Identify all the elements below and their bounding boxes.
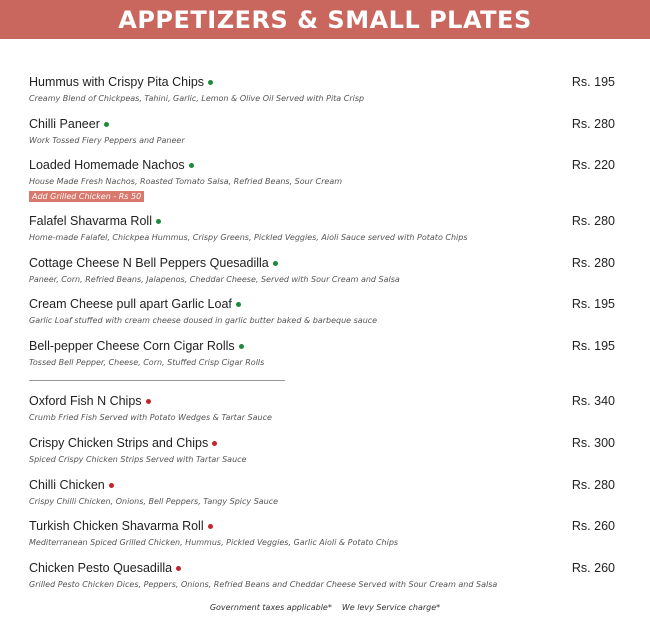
item-description: Spiced Crispy Chicken Strips Served with Tartar Sauce — [29, 455, 247, 464]
menu-item — [29, 561, 619, 589]
menu-item — [29, 519, 619, 547]
service-charge-note: We levy Service charge* — [341, 603, 441, 612]
taxes-note: Government taxes applicable* — [209, 603, 332, 612]
veg-dot-icon — [208, 80, 213, 85]
veg-dot-icon — [273, 261, 278, 266]
item-name: Falafel Shavarma Roll — [29, 214, 152, 228]
menu-item — [29, 256, 619, 284]
item-price: Rs. 195 — [571, 75, 615, 89]
item-price: Rs. 280 — [571, 117, 615, 131]
section-divider — [29, 380, 285, 381]
item-description: Garlic Loaf stuffed with cream cheese doused in garlic butter baked & barbeque sauce — [29, 316, 378, 325]
item-name: Loaded Homemade Nachos — [29, 158, 185, 172]
veg-dot-icon — [189, 163, 194, 168]
veg-dot-icon — [236, 302, 241, 307]
nonveg-dot-icon — [176, 566, 181, 571]
item-name: Chilli Paneer — [29, 117, 100, 131]
item-description: Crumb Fried Fish Served with Potato Wedges & Tartar Sauce — [29, 413, 272, 422]
item-name: Turkish Chicken Shavarma Roll — [29, 519, 204, 533]
item-price: Rs. 280 — [571, 478, 615, 492]
item-description: Mediterranean Spiced Grilled Chicken, Hummus, Pickled Veggies, Garlic Aioli & Potato Chips — [29, 538, 399, 547]
page-title: APPETIZERS & SMALL PLATES — [118, 5, 532, 34]
menu-item — [29, 339, 619, 367]
header-banner — [0, 0, 650, 39]
item-price: Rs. 220 — [571, 158, 615, 172]
item-description: Home-made Falafel, Chickpea Hummus, Crispy Greens, Pickled Veggies, Aioli Sauce served with Potato Chips — [29, 233, 468, 242]
menu-item — [29, 394, 619, 422]
nonveg-dot-icon — [208, 524, 213, 529]
item-name: Cream Cheese pull apart Garlic Loaf — [29, 297, 232, 311]
menu-item — [29, 75, 619, 103]
item-name: Hummus with Crispy Pita Chips — [29, 75, 205, 89]
item-name: Crispy Chicken Strips and Chips — [29, 436, 209, 450]
item-name: Bell-pepper Cheese Corn Cigar Rolls — [29, 339, 235, 353]
item-price: Rs. 260 — [571, 561, 615, 575]
item-description: Work Tossed Fiery Peppers and Paneer — [29, 136, 185, 145]
menu-item — [29, 297, 619, 325]
item-description: Paneer, Corn, Refried Beans, Jalapenos, Cheddar Cheese, Served with Sour Cream and Salsa — [29, 275, 400, 284]
nonveg-dot-icon — [146, 399, 151, 404]
item-price: Rs. 195 — [571, 297, 615, 311]
nonveg-dot-icon — [109, 483, 114, 488]
item-name: Chilli Chicken — [29, 478, 105, 492]
menu-item — [29, 478, 619, 506]
item-description: Tossed Bell Pepper, Cheese, Corn, Stuffed Crisp Cigar Rolls — [29, 358, 265, 367]
menu-item — [29, 214, 619, 242]
item-price: Rs. 280 — [571, 256, 615, 270]
menu-item — [29, 117, 619, 145]
item-description: House Made Fresh Nachos, Roasted Tomato Salsa, Refried Beans, Sour Cream — [29, 177, 343, 186]
item-price: Rs. 280 — [571, 214, 615, 228]
item-price: Rs. 340 — [571, 394, 615, 408]
nonveg-dot-icon — [212, 441, 217, 446]
item-price: Rs. 300 — [571, 436, 615, 450]
item-name: Chicken Pesto Quesadilla — [29, 561, 173, 575]
addon-badge: Add Grilled Chicken - Rs 50 — [29, 191, 144, 202]
veg-dot-icon — [156, 219, 161, 224]
veg-dot-icon — [104, 122, 109, 127]
item-description: Crispy Chilli Chicken, Onions, Bell Peppers, Tangy Spicy Sauce — [29, 497, 279, 506]
item-price: Rs. 260 — [571, 519, 615, 533]
item-description: Creamy Blend of Chickpeas, Tahini, Garlic, Lemon & Olive Oil Served with Pita Crisp — [29, 94, 365, 103]
item-description: Grilled Pesto Chicken Dices, Peppers, Onions, Refried Beans and Cheddar Cheese Served with Sour Cream and Salsa — [29, 580, 498, 589]
item-name: Oxford Fish N Chips — [29, 394, 142, 408]
menu-item — [29, 158, 619, 204]
veg-dot-icon — [239, 344, 244, 349]
item-name: Cottage Cheese N Bell Peppers Quesadilla — [29, 256, 269, 270]
item-price: Rs. 195 — [571, 339, 615, 353]
menu-item — [29, 436, 619, 464]
footer-note — [0, 603, 650, 612]
